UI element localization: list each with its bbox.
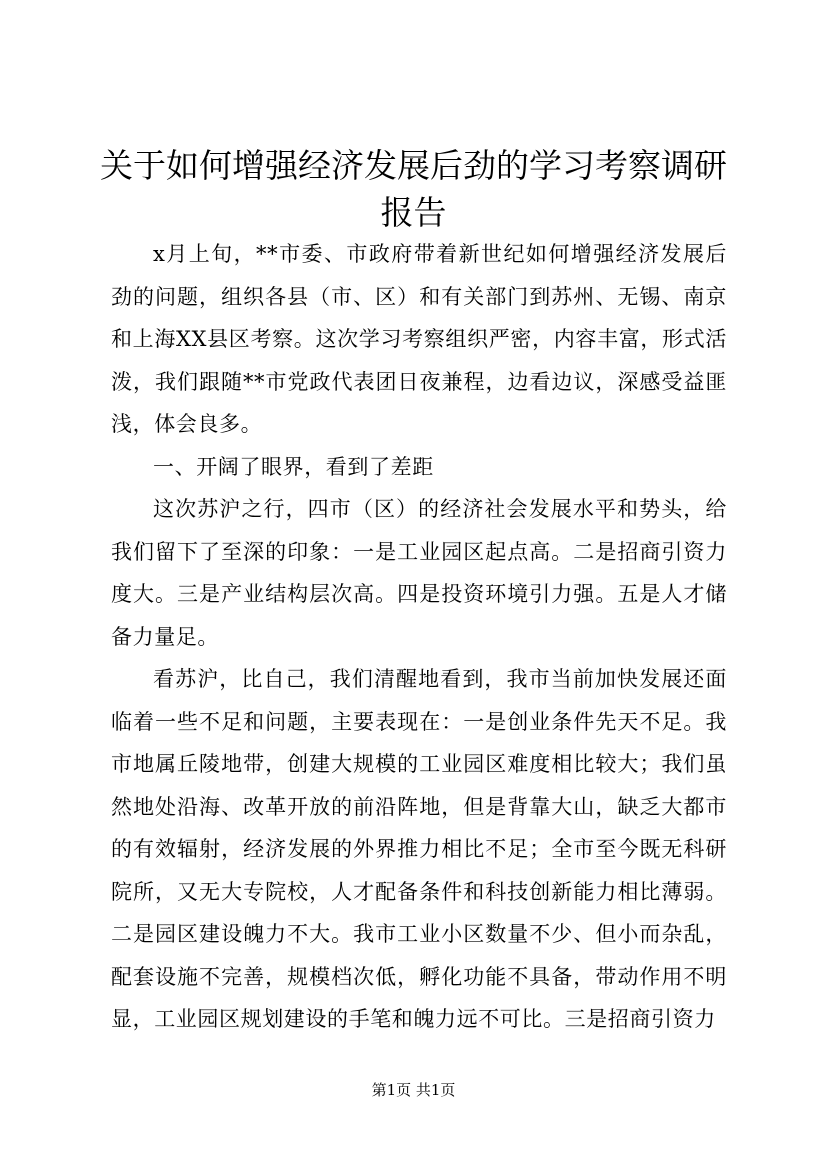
paragraph-intro: x月上旬，**市委、市政府带着新世纪如何增强经济发展后劲的问题，组织各县（市、区）和有关部门到苏州、无锡、南京和上海XX县区考察。这次学习考察组织严密，内容丰富，形式活泼，我们跟随**市党政代表团日夜兼程，边看边议，深感受益匪浅，体会良多。 <box>111 242 727 436</box>
document-body <box>111 233 727 1041</box>
paragraph-shortcomings: 看苏沪，比自己，我们清醒地看到，我市当前加快发展还面临着一些不足和问题，主要表现在：一是创业条件先天不足。我市地属丘陵地带，创建大规模的工业园区难度相比较大；我们虽然地处沿海、改革开放的前沿阵地，但是背靠大山，缺乏大都市的有效辐射，经济发展的外界推力相比不足；全市至今既无科研院所，又无大专院校，人才配备条件和科技创新能力相比薄弱。二是园区建设魄力不大。我市工业小区数量不少、但小而杂乱，配套设施不完善，规模档次低，孵化功能不具备，带动作用不明显，工业园区规划建设的手笔和魄力远不可比。三是招商引资力 <box>111 667 727 1031</box>
page-footer: 第1页 共1页 <box>371 1081 456 1099</box>
paragraph-impressions: 这次苏沪之行，四市（区）的经济社会发展水平和势头，给我们留下了至深的印象：一是工业园区起点高。二是招商引资力度大。三是产业结构层次高。四是投资环境引力强。五是人才储备力量足。 <box>111 497 727 649</box>
document-title: 关于如何增强经济发展后劲的学习考察调研报告 <box>100 146 727 232</box>
section-heading-1: 一、开阔了眼界，看到了差距 <box>153 454 434 479</box>
